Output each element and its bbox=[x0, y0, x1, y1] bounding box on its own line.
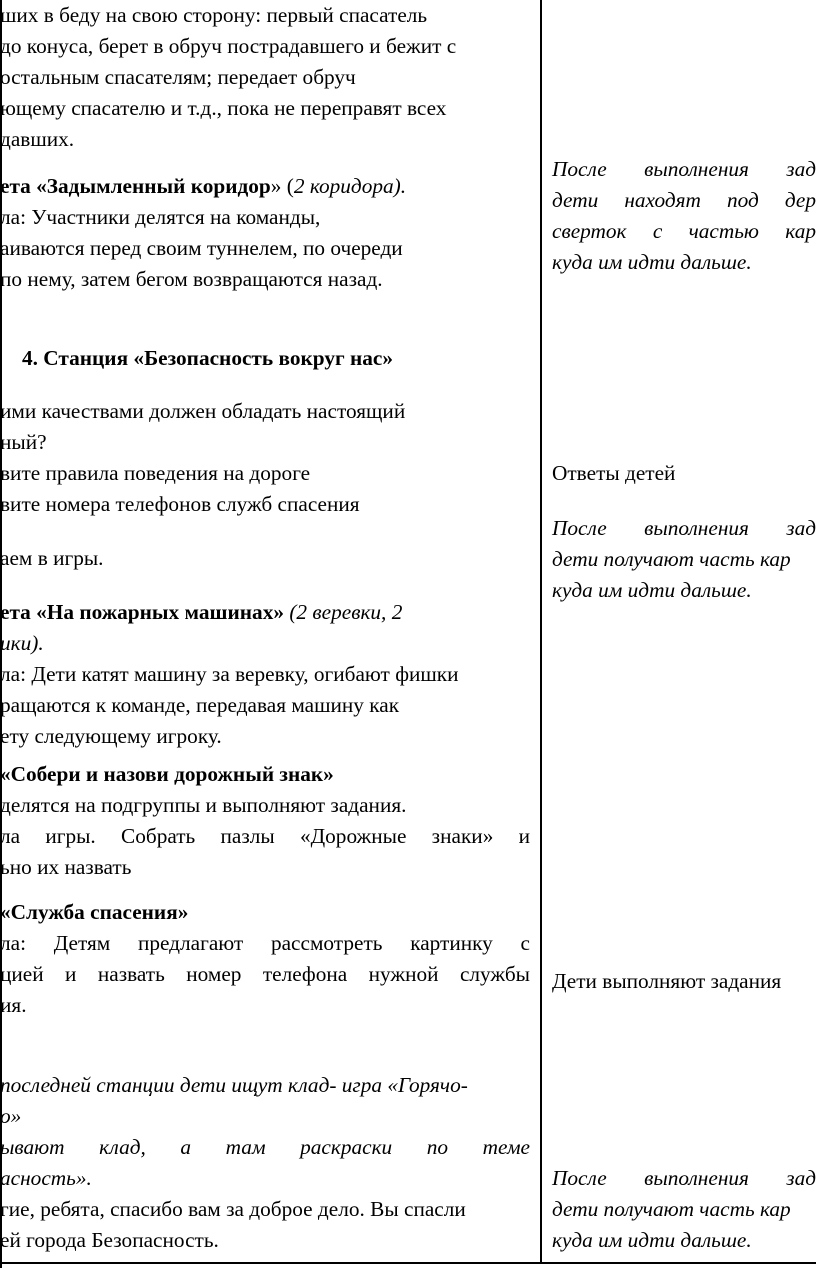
text-run: вите номера телефонов служб спасения bbox=[0, 492, 360, 516]
text-run: дети находят под дер bbox=[552, 188, 816, 212]
text-run: 4. Станция «Безопасность вокруг нас» bbox=[22, 346, 393, 370]
right-line bbox=[552, 1165, 816, 1191]
left-line bbox=[0, 930, 530, 956]
left-line bbox=[0, 460, 310, 486]
text-run: асность». bbox=[0, 1166, 92, 1190]
right-line bbox=[552, 968, 781, 994]
text-run: » ( bbox=[270, 174, 294, 198]
text-run: ющему спасателю и т.д., пока не переправят всех bbox=[0, 96, 447, 120]
text-run: аем в игры. bbox=[0, 546, 104, 570]
text-run: ими качествами должен обладать настоящий bbox=[0, 399, 406, 423]
text-run: куда им идти дальше. bbox=[552, 250, 752, 274]
column-divider bbox=[540, 0, 542, 1262]
right-line bbox=[552, 156, 816, 182]
text-run: ьно их назвать bbox=[0, 855, 132, 879]
left-line bbox=[0, 792, 406, 818]
text-run: ета «На пожарных машинах» bbox=[0, 600, 285, 624]
left-line bbox=[0, 1227, 219, 1253]
left-line bbox=[0, 429, 47, 455]
right-line bbox=[552, 249, 752, 275]
text-run: После выполнения зад bbox=[552, 1166, 816, 1190]
text-run: вите правила поведения на дороге bbox=[0, 461, 311, 485]
left-line bbox=[0, 630, 44, 656]
right-line bbox=[552, 460, 675, 486]
text-run: 2 коридора). bbox=[293, 174, 407, 198]
text-run: о» bbox=[0, 1104, 22, 1128]
text-run: ла: Дети катят машину за веревку, огибают фишки bbox=[0, 662, 459, 686]
text-run: гие, ребята, спасибо вам за доброе дело. Вы спасли bbox=[0, 1197, 466, 1221]
text-run: ный? bbox=[0, 430, 47, 454]
left-line bbox=[0, 961, 530, 987]
text-run: ла: Участники делятся на команды, bbox=[0, 205, 321, 229]
text-run: дети получают часть кар bbox=[552, 547, 791, 571]
text-run: дети получают часть кар bbox=[552, 1197, 791, 1221]
text-run: ращаются к команде, передавая машину как bbox=[0, 693, 400, 717]
text-run: ывают клад, а там раскраски по теме bbox=[0, 1135, 530, 1159]
text-run: цией и назвать номер телефона нужной службы bbox=[0, 962, 530, 986]
left-line bbox=[0, 173, 406, 199]
text-run: Ответы детей bbox=[552, 461, 676, 485]
right-line bbox=[552, 577, 752, 603]
text-run: куда им идти дальше. bbox=[552, 578, 752, 602]
left-line bbox=[0, 761, 334, 787]
left-line bbox=[0, 64, 356, 90]
text-run: остальным спасателям; передает обруч bbox=[0, 65, 356, 89]
left-line bbox=[0, 1196, 466, 1222]
left-line bbox=[0, 2, 427, 28]
text-run: до конуса, берет в обруч пострадавшего и бежит с bbox=[0, 34, 457, 58]
left-line bbox=[0, 1103, 21, 1129]
right-line bbox=[552, 218, 816, 244]
left-line bbox=[0, 491, 360, 517]
text-run: ики). bbox=[0, 631, 44, 655]
left-line bbox=[0, 545, 104, 571]
left-line bbox=[0, 1165, 92, 1191]
left-line bbox=[0, 1134, 530, 1160]
left-line bbox=[0, 126, 74, 152]
left-line bbox=[0, 33, 456, 59]
left-line bbox=[0, 692, 399, 718]
text-run: (2 веревки, 2 bbox=[284, 600, 403, 624]
right-line bbox=[552, 1196, 791, 1222]
text-run: по нему, затем бегом возвращаются назад. bbox=[0, 267, 383, 291]
right-line bbox=[552, 546, 791, 572]
left-line bbox=[0, 398, 405, 424]
text-run: ла игры. Собрать пазлы «Дорожные знаки» и bbox=[0, 824, 530, 848]
text-run: давших. bbox=[0, 127, 75, 151]
text-run: последней станции дети ищут клад- игра «Горячо- bbox=[0, 1073, 468, 1097]
text-run: «Собери и назови дорожный знак» bbox=[0, 762, 334, 786]
left-line bbox=[0, 266, 383, 292]
left-line bbox=[0, 235, 403, 261]
text-run: ла: Детям предлагают рассмотреть картинку с bbox=[0, 931, 530, 955]
text-run: ия. bbox=[0, 993, 27, 1017]
left-line bbox=[0, 95, 446, 121]
text-run: сверток с частью кар bbox=[552, 219, 816, 243]
left-line bbox=[0, 661, 459, 687]
right-line bbox=[552, 1227, 752, 1253]
left-line bbox=[0, 823, 530, 849]
text-run: Дети выполняют задания bbox=[552, 969, 782, 993]
text-run: делятся на подгруппы и выполняют задания. bbox=[0, 793, 407, 817]
text-run: куда им идти дальше. bbox=[552, 1228, 752, 1252]
text-run: «Служба спасения» bbox=[0, 900, 189, 924]
text-run: ей города Безопасность. bbox=[0, 1228, 219, 1252]
text-run: После выполнения зад bbox=[552, 516, 816, 540]
left-line bbox=[0, 723, 222, 749]
text-run: После выполнения зад bbox=[552, 157, 816, 181]
left-line bbox=[0, 204, 320, 230]
text-run: аиваются перед своим туннелем, по очереди bbox=[0, 236, 403, 260]
text-run: ших в беду на свою сторону: первый спасатель bbox=[0, 3, 428, 27]
right-line bbox=[552, 187, 816, 213]
left-line bbox=[0, 1072, 468, 1098]
left-line bbox=[0, 854, 131, 880]
left-line bbox=[0, 992, 27, 1018]
text-run: ета «Задымленный коридор bbox=[0, 174, 271, 198]
left-line bbox=[0, 899, 188, 925]
text-run: ету следующему игроку. bbox=[0, 724, 222, 748]
left-line bbox=[0, 599, 402, 625]
left-line bbox=[22, 345, 393, 371]
right-line bbox=[552, 515, 816, 541]
table-border-bottom bbox=[0, 1262, 816, 1264]
